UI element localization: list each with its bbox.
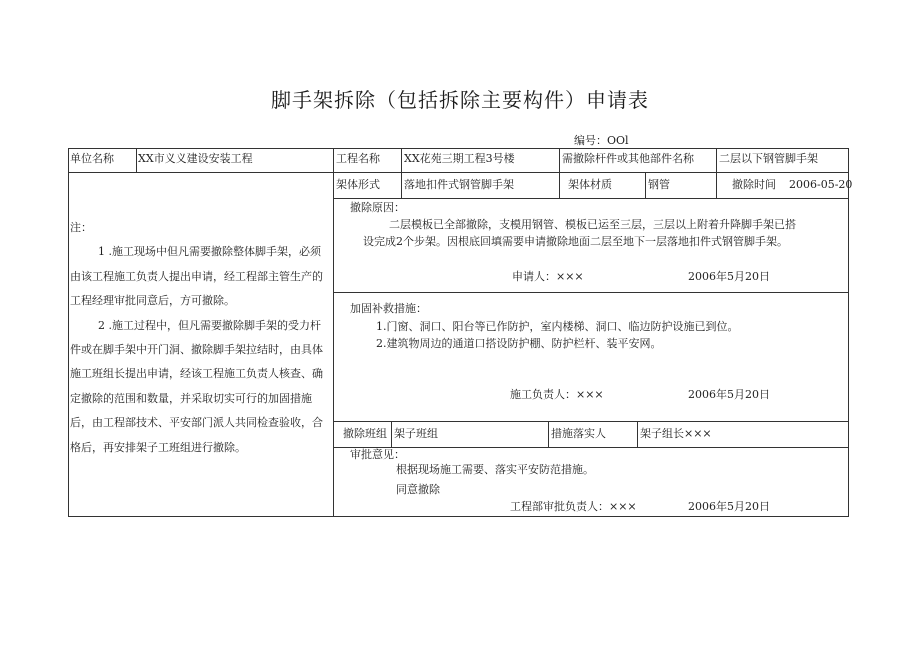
approver: 工程部审批负责人：××× (510, 500, 637, 513)
approval-heading: 审批意见： (350, 448, 405, 461)
measures-heading: 加固补救措施： (350, 302, 427, 315)
unit-name-value: XX市义义建设安装工程 (138, 152, 253, 165)
approval-date: 2006年5月20日 (688, 500, 770, 513)
reason-line-1: 二层模板已全部撤除，支模用钢管、模板已运至三层，三层以上附着升降脚手架已搭 (389, 218, 796, 231)
frame-form-value: 落地扣件式钢管脚手架 (404, 178, 514, 191)
removal-time-label: 撤除时间 (732, 178, 776, 191)
form-title: 脚手架拆除（包括拆除主要构件）申请表 (271, 88, 649, 112)
approval-line-1: 根据现场施工需要、落实平安防范措施。 (396, 463, 594, 476)
applicant: 申请人：××× (512, 270, 584, 283)
removal-team-label: 撤除班组 (343, 427, 387, 440)
unit-name-label: 单位名称 (70, 152, 114, 165)
removal-team-value: 架子班组 (394, 427, 438, 440)
measures-item-2: 2.建筑物周边的通道口搭设防护棚、防护栏杆、装平安网。 (376, 337, 662, 350)
frame-form-label: 架体形式 (336, 178, 380, 191)
notes-section (70, 216, 330, 460)
document-number: 编号：OOl (574, 134, 629, 147)
notes-paragraph-1: 1 .施工现场中但凡需要撤除整体脚手架，必须由该工程施工负责人提出申请，经工程部主管生产的工程经理审批同意后，方可撤除。 (70, 245, 323, 308)
notes-heading: 注： (70, 221, 92, 234)
measures-date: 2006年5月20日 (688, 388, 770, 401)
implementer-label: 措施落实人 (551, 427, 606, 440)
reason-heading: 撤除原因： (350, 201, 405, 214)
measures-item-1: 1.门窗、洞口、阳台等已作防护，室内楼梯、洞口、临边防护设施已到位。 (376, 320, 739, 333)
approval-line-2: 同意撤除 (396, 483, 440, 496)
removal-time-value: 2006-05-20 (789, 178, 853, 191)
notes-paragraph-2: 2 .施工过程中，但凡需要撤除脚手架的受力杆件或在脚手架中开门洞、撤除脚手架拉结时，由具体施工班组长提出申请，经该工程施工负责人核查、确定撤除的范围和数量，并采取切实可行的加固措施后，由工程部技术、平安部门派人共同检查验收，合格后，再安排架子工班组进行撤除。 (70, 318, 323, 454)
frame-material-value: 钢管 (648, 178, 670, 191)
project-name-label: 工程名称 (336, 152, 380, 165)
parts-name-label: 需撤除杆件或其他部件名称 (562, 152, 694, 165)
implementer-value: 架子组长××× (640, 427, 712, 440)
parts-name-value: 二层以下钢管脚手架 (719, 152, 818, 165)
construction-manager: 施工负责人：××× (510, 388, 604, 401)
frame-material-label: 架体材质 (568, 178, 612, 191)
project-name-value: XX花苑三期工程3号楼 (404, 152, 515, 165)
applicant-date: 2006年5月20日 (688, 270, 770, 283)
reason-line-2: 设完成2个步架。因根底回填需要申请撤除地面二层至地下一层落地扣件式钢管脚手架。 (363, 235, 788, 248)
